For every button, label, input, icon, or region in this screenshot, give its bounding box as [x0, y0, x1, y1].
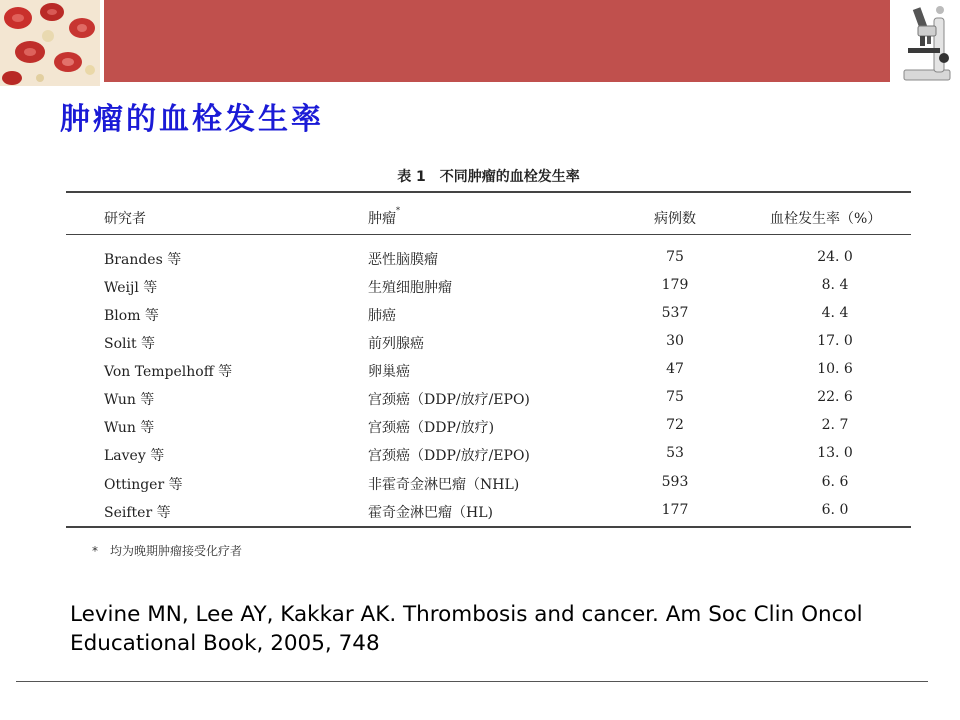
cell-rate: 22. 6	[817, 389, 853, 405]
cell-cases: 177	[661, 502, 689, 518]
column-header-tumor	[368, 208, 400, 228]
cell-tumor: 宫颈癌（DDP/放疗/EPO)	[368, 448, 530, 464]
cell-author: Solit 等	[104, 336, 156, 352]
cell-cases: 75	[666, 389, 684, 405]
header-banner	[104, 0, 890, 82]
footnote-mark: *	[396, 206, 400, 215]
cell-author: Blom 等	[104, 308, 159, 324]
column-header-cases: 病例数	[654, 211, 696, 227]
cell-tumor: 非霍奇金淋巴瘤（NHL)	[368, 477, 520, 493]
cell-rate: 2. 7	[821, 417, 849, 433]
cell-author: Ottinger 等	[104, 477, 183, 493]
tumor-header-label: 肿瘤	[368, 211, 396, 227]
cell-rate: 24. 0	[817, 249, 853, 265]
table-top-rule	[66, 191, 911, 193]
cell-cases: 72	[666, 417, 684, 433]
cell-author: Wun 等	[104, 420, 155, 436]
cell-rate: 17. 0	[817, 333, 853, 349]
cell-author: Weijl 等	[104, 280, 158, 296]
cell-tumor: 肺癌	[368, 308, 396, 324]
column-header-author: 研究者	[104, 211, 146, 227]
cell-tumor: 恶性脑膜瘤	[368, 252, 438, 268]
cell-tumor: 卵巢癌	[368, 364, 410, 380]
cell-cases: 593	[661, 474, 689, 490]
cell-rate: 4. 4	[821, 305, 849, 321]
cell-rate: 10. 6	[817, 361, 853, 377]
cell-author: Lavey 等	[104, 448, 165, 464]
table-caption: 表 1 不同肿瘤的血栓发生率	[397, 169, 580, 185]
table-footnote: * 均为晚期肿瘤接受化疗者	[92, 544, 243, 558]
cell-tumor: 前列腺癌	[368, 336, 424, 352]
cell-author: Seifter 等	[104, 505, 171, 521]
cell-author: Wun 等	[104, 392, 155, 408]
footer-divider	[16, 681, 928, 682]
cell-cases: 179	[661, 277, 689, 293]
microscope-image	[890, 0, 960, 86]
blood-cells-image	[0, 0, 100, 86]
cell-rate: 6. 0	[821, 502, 849, 518]
cell-cases: 53	[666, 445, 684, 461]
slide-title: 肿瘤的血栓发生率	[60, 102, 324, 137]
cell-cases: 537	[661, 305, 689, 321]
cell-rate: 13. 0	[817, 445, 853, 461]
cell-author: Von Tempelhoff 等	[104, 364, 233, 380]
cell-tumor: 霍奇金淋巴瘤（HL)	[368, 505, 493, 521]
cell-rate: 8. 4	[821, 277, 849, 293]
reference-citation: Levine MN, Lee AY, Kakkar AK. Thrombosis and cancer. Am Soc Clin Oncol Educational Book, 2005, 748	[70, 602, 863, 656]
table-header-rule	[66, 234, 911, 235]
cell-rate: 6. 6	[821, 474, 849, 490]
cell-cases: 75	[666, 249, 684, 265]
cell-tumor: 宫颈癌（DDP/放疗)	[368, 420, 495, 436]
cell-author: Brandes 等	[104, 252, 182, 268]
cell-cases: 30	[666, 333, 684, 349]
table-bottom-rule	[66, 526, 911, 528]
column-header-rate: 血栓发生率（%）	[770, 211, 882, 227]
cell-cases: 47	[666, 361, 684, 377]
cell-tumor: 宫颈癌（DDP/放疗/EPO)	[368, 392, 530, 408]
cell-tumor: 生殖细胞肿瘤	[368, 280, 452, 296]
